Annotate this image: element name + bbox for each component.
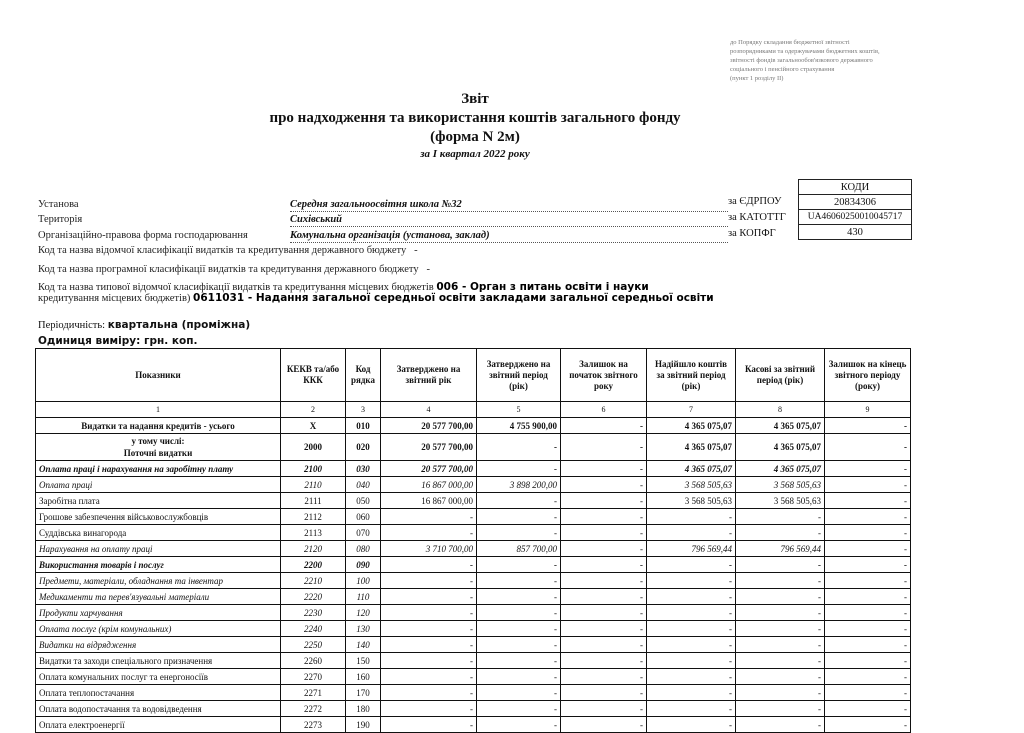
table-cell-name: Медикаменти та перев'язувальні матеріали bbox=[36, 589, 281, 605]
table-cell-c4: 3 710 700,00 bbox=[381, 541, 477, 557]
col-header-balance-start: Залишок на початок звітного року bbox=[561, 349, 647, 402]
table-cell-kekv: 2210 bbox=[281, 573, 346, 589]
table-cell-c7: - bbox=[647, 525, 736, 541]
unit-of-measure bbox=[38, 335, 197, 347]
table-cell-c6: - bbox=[561, 621, 647, 637]
table-cell-code: 170 bbox=[346, 685, 381, 701]
table-cell-c5: - bbox=[477, 589, 561, 605]
table-cell-name: Оплата послуг (крім комунальних) bbox=[36, 621, 281, 637]
table-cell-kekv: 2120 bbox=[281, 541, 346, 557]
table-cell-c9: - bbox=[825, 493, 911, 509]
table-cell-c7: - bbox=[647, 717, 736, 733]
prog-classification bbox=[38, 264, 430, 275]
table-row bbox=[36, 461, 911, 477]
table-cell-c9: - bbox=[825, 717, 911, 733]
table-cell-c7: 3 568 505,63 bbox=[647, 493, 736, 509]
table-cell-code: 180 bbox=[346, 701, 381, 717]
table-cell-code: 090 bbox=[346, 557, 381, 573]
table-cell-c9: - bbox=[825, 525, 911, 541]
table-cell-c9: - bbox=[825, 557, 911, 573]
table-row bbox=[36, 637, 911, 653]
table-cell-kekv: 2230 bbox=[281, 605, 346, 621]
katottg-code: UA46060250010045717 bbox=[799, 210, 912, 225]
table-row bbox=[36, 493, 911, 509]
dept-classification-value: - bbox=[414, 245, 418, 256]
table-cell-c8: - bbox=[736, 701, 825, 717]
typical-classification-value-2: 0611031 - Надання загальної середньої освіти закладами загальної середньої освіти bbox=[193, 292, 714, 304]
katottg-label: за КАТОТТГ bbox=[728, 212, 786, 223]
table-cell-kekv: 2113 bbox=[281, 525, 346, 541]
col-number: 8 bbox=[736, 402, 825, 418]
report-table bbox=[35, 348, 911, 733]
table-cell-c4: 16 867 000,00 bbox=[381, 493, 477, 509]
table-cell-c9: - bbox=[825, 605, 911, 621]
table-cell-c6: - bbox=[561, 717, 647, 733]
table-cell-c6: - bbox=[561, 669, 647, 685]
annotation-line: розпорядниками та одержувачами бюджетних коштів, bbox=[730, 48, 880, 55]
table-cell-c6: - bbox=[561, 637, 647, 653]
table-row bbox=[36, 573, 911, 589]
table-cell-name: Грошове забезпечення військовослужбовців bbox=[36, 509, 281, 525]
table-cell-c7: - bbox=[647, 589, 736, 605]
table-cell-c5: - bbox=[477, 605, 561, 621]
table-cell-c4: - bbox=[381, 685, 477, 701]
title-line-3: (форма N 2м) bbox=[430, 129, 520, 145]
table-cell-c5: - bbox=[477, 493, 561, 509]
table-cell-name: Заробітна плата bbox=[36, 493, 281, 509]
typical-classification-label-2: кредитування місцевих бюджетів) bbox=[38, 293, 191, 304]
table-cell-c5: 4 755 900,00 bbox=[477, 418, 561, 434]
table-cell-code: 010 bbox=[346, 418, 381, 434]
table-cell-c8: - bbox=[736, 589, 825, 605]
table-cell-c8: 4 365 075,07 bbox=[736, 461, 825, 477]
table-cell-c6: - bbox=[561, 509, 647, 525]
table-cell-c4: - bbox=[381, 653, 477, 669]
table-cell-c9: - bbox=[825, 573, 911, 589]
report-title bbox=[240, 90, 710, 161]
table-cell-c8: - bbox=[736, 557, 825, 573]
table-cell-c7: 4 365 075,07 bbox=[647, 418, 736, 434]
table-cell-c4: - bbox=[381, 605, 477, 621]
table-cell-code: 040 bbox=[346, 477, 381, 493]
territory-label: Територія bbox=[38, 214, 83, 225]
table-cell-c6: - bbox=[561, 525, 647, 541]
table-cell-kekv: 2250 bbox=[281, 637, 346, 653]
table-cell-c6: - bbox=[561, 434, 647, 461]
table-cell-kekv: 2272 bbox=[281, 701, 346, 717]
table-cell-c4: - bbox=[381, 573, 477, 589]
codes-header: КОДИ bbox=[799, 180, 912, 195]
unit-label: Одиниця виміру: bbox=[38, 335, 141, 347]
table-cell-c7: 796 569,44 bbox=[647, 541, 736, 557]
table-cell-kekv: 2240 bbox=[281, 621, 346, 637]
table-cell-c7: - bbox=[647, 605, 736, 621]
col-number: 3 bbox=[346, 402, 381, 418]
table-cell-c7: - bbox=[647, 637, 736, 653]
table-row bbox=[36, 509, 911, 525]
table-cell-c9: - bbox=[825, 477, 911, 493]
territory-value: Сихівський bbox=[290, 213, 728, 227]
table-cell-c8: - bbox=[736, 621, 825, 637]
title-line-2: про надходження та використання коштів загального фонду bbox=[269, 110, 681, 126]
table-cell-c4: - bbox=[381, 621, 477, 637]
table-row bbox=[36, 477, 911, 493]
table-cell-c9: - bbox=[825, 653, 911, 669]
table-row bbox=[36, 621, 911, 637]
table-cell-code: 160 bbox=[346, 669, 381, 685]
institution-label: Установа bbox=[38, 199, 79, 210]
table-cell-kekv: 2112 bbox=[281, 509, 346, 525]
table-cell-c9: - bbox=[825, 418, 911, 434]
table-cell-c6: - bbox=[561, 573, 647, 589]
table-cell-c6: - bbox=[561, 493, 647, 509]
table-row bbox=[36, 669, 911, 685]
table-cell-c7: - bbox=[647, 621, 736, 637]
kopfg-label: за КОПФГ bbox=[728, 228, 776, 239]
table-cell-c4: 16 867 000,00 bbox=[381, 477, 477, 493]
table-cell-c7: - bbox=[647, 653, 736, 669]
col-number: 2 bbox=[281, 402, 346, 418]
table-row bbox=[36, 589, 911, 605]
table-cell-code: 050 bbox=[346, 493, 381, 509]
typical-classification-label: Код та назва типової відомчої класифікації видатків та кредитування місцевих бюджетів bbox=[38, 282, 434, 293]
annotation-line: до Порядку складання бюджетної звітності bbox=[730, 39, 850, 46]
table-cell-c4: - bbox=[381, 589, 477, 605]
dept-classification-label: Код та назва відомчої класифікації видатків та кредитування державного бюджету bbox=[38, 245, 407, 256]
table-cell-c4: 20 577 700,00 bbox=[381, 418, 477, 434]
table-cell-c8: 3 568 505,63 bbox=[736, 493, 825, 509]
table-cell-name: Оплата праці bbox=[36, 477, 281, 493]
table-cell-c7: - bbox=[647, 509, 736, 525]
table-cell-c9: - bbox=[825, 434, 911, 461]
table-cell-kekv: 2100 bbox=[281, 461, 346, 477]
table-cell-code: 120 bbox=[346, 605, 381, 621]
table-row bbox=[36, 557, 911, 573]
table-cell-code: 190 bbox=[346, 717, 381, 733]
table-cell-c6: - bbox=[561, 701, 647, 717]
table-cell-c9: - bbox=[825, 509, 911, 525]
table-cell-c6: - bbox=[561, 541, 647, 557]
table-cell-name: Нарахування на оплату праці bbox=[36, 541, 281, 557]
table-cell-name: Видатки та заходи спеціального призначення bbox=[36, 653, 281, 669]
table-cell-name bbox=[36, 434, 281, 461]
table-cell-c9: - bbox=[825, 669, 911, 685]
table-cell-kekv: 2111 bbox=[281, 493, 346, 509]
report-period: за I квартал 2022 року bbox=[420, 148, 530, 160]
col-header-balance-end: Залишок на кінець звітного періоду (року) bbox=[825, 349, 911, 402]
dept-classification bbox=[38, 245, 418, 256]
table-cell-c6: - bbox=[561, 461, 647, 477]
table-cell-c7: 3 568 505,63 bbox=[647, 477, 736, 493]
periodicity-value: квартальна (проміжна) bbox=[107, 319, 251, 331]
col-number: 6 bbox=[561, 402, 647, 418]
table-cell-code: 110 bbox=[346, 589, 381, 605]
table-cell-c8: - bbox=[736, 509, 825, 525]
table-cell-c7: - bbox=[647, 685, 736, 701]
table-cell-c6: - bbox=[561, 653, 647, 669]
table-cell-kekv: 2110 bbox=[281, 477, 346, 493]
table-cell-c4: - bbox=[381, 717, 477, 733]
table-cell-c5: - bbox=[477, 717, 561, 733]
table-cell-c7: - bbox=[647, 557, 736, 573]
typical-classification-cont bbox=[38, 292, 714, 304]
table-cell-c8: 4 365 075,07 bbox=[736, 434, 825, 461]
table-cell-c5: 857 700,00 bbox=[477, 541, 561, 557]
table-cell-c8: - bbox=[736, 669, 825, 685]
table-row bbox=[36, 701, 911, 717]
table-row bbox=[36, 605, 911, 621]
table-cell-c5: - bbox=[477, 637, 561, 653]
table-cell-c5: - bbox=[477, 653, 561, 669]
table-cell-c9: - bbox=[825, 701, 911, 717]
table-cell-c6: - bbox=[561, 418, 647, 434]
table-cell-name: Видатки на відрядження bbox=[36, 637, 281, 653]
prog-classification-value: - bbox=[426, 264, 430, 275]
kopfg-code: 430 bbox=[799, 225, 912, 240]
table-cell-name: Оплата комунальних послуг та енергоносіїв bbox=[36, 669, 281, 685]
col-header-approved-period: Затверджено на звітний період (рік) bbox=[477, 349, 561, 402]
table-cell-c5: - bbox=[477, 669, 561, 685]
table-cell-c8: 796 569,44 bbox=[736, 541, 825, 557]
table-cell-c8: - bbox=[736, 525, 825, 541]
col-number: 5 bbox=[477, 402, 561, 418]
table-cell-c8: 4 365 075,07 bbox=[736, 418, 825, 434]
col-header-received: Надійшло коштів за звітний період (рік) bbox=[647, 349, 736, 402]
codes-table bbox=[798, 179, 912, 240]
institution-value: Середня загальноосвітня школа №32 bbox=[290, 198, 728, 212]
table-row bbox=[36, 418, 911, 434]
table-cell-c4: - bbox=[381, 557, 477, 573]
row-subline: у тому числі: bbox=[131, 436, 185, 446]
table-cell-code: 140 bbox=[346, 637, 381, 653]
table-cell-c8: - bbox=[736, 653, 825, 669]
table-cell-kekv: 2271 bbox=[281, 685, 346, 701]
periodicity-label: Періодичність: bbox=[38, 320, 106, 331]
table-header-row bbox=[36, 349, 911, 402]
table-cell-c8: - bbox=[736, 685, 825, 701]
edrpou-label: за ЄДРПОУ bbox=[728, 196, 782, 207]
table-cell-c5: - bbox=[477, 685, 561, 701]
table-cell-name: Продукти харчування bbox=[36, 605, 281, 621]
table-cell-name: Оплата електроенергії bbox=[36, 717, 281, 733]
annotation-line: соціального і пенсійного страхування bbox=[730, 66, 835, 73]
title-line-1: Звіт bbox=[461, 91, 489, 107]
table-cell-c8: - bbox=[736, 573, 825, 589]
table-cell-c7: 4 365 075,07 bbox=[647, 434, 736, 461]
table-cell-c9: - bbox=[825, 461, 911, 477]
table-cell-kekv: 2273 bbox=[281, 717, 346, 733]
table-cell-c8: - bbox=[736, 717, 825, 733]
table-row bbox=[36, 541, 911, 557]
table-cell-c7: 4 365 075,07 bbox=[647, 461, 736, 477]
table-cell-c6: - bbox=[561, 557, 647, 573]
form-annotation bbox=[730, 38, 920, 83]
org-form-value: Комунальна організація (установа, заклад) bbox=[290, 229, 728, 243]
col-header-kekv: КЕКВ та/або ККК bbox=[281, 349, 346, 402]
typical-classification-value: 006 - Орган з питань освіти і науки bbox=[436, 281, 649, 293]
col-header-indicators: Показники bbox=[36, 349, 281, 402]
table-cell-c9: - bbox=[825, 541, 911, 557]
table-cell-c6: - bbox=[561, 605, 647, 621]
table-cell-c6: - bbox=[561, 685, 647, 701]
table-cell-c5: - bbox=[477, 509, 561, 525]
col-number: 9 bbox=[825, 402, 911, 418]
table-cell-kekv: 2200 bbox=[281, 557, 346, 573]
table-cell-c5: - bbox=[477, 557, 561, 573]
row-mainline: Поточні видатки bbox=[123, 448, 193, 458]
table-cell-code: 080 bbox=[346, 541, 381, 557]
table-cell-code: 070 bbox=[346, 525, 381, 541]
col-header-approved-year: Затверджено на звітний рік bbox=[381, 349, 477, 402]
table-cell-name: Оплата водопостачання та водовідведення bbox=[36, 701, 281, 717]
table-cell-code: 030 bbox=[346, 461, 381, 477]
table-cell-kekv: X bbox=[281, 418, 346, 434]
periodicity bbox=[38, 319, 250, 331]
table-row bbox=[36, 717, 911, 733]
table-row bbox=[36, 434, 911, 461]
col-number: 4 bbox=[381, 402, 477, 418]
table-row bbox=[36, 685, 911, 701]
table-cell-code: 130 bbox=[346, 621, 381, 637]
annotation-line: звітності фондів загальнообов'язкового державного bbox=[730, 57, 873, 64]
table-cell-c8: 3 568 505,63 bbox=[736, 477, 825, 493]
prog-classification-label: Код та назва програмної класифікації видатків та кредитування державного бюджету bbox=[38, 264, 419, 275]
table-cell-c4: 20 577 700,00 bbox=[381, 461, 477, 477]
table-cell-c5: - bbox=[477, 461, 561, 477]
table-cell-name: Оплата праці і нарахування на заробітну плату bbox=[36, 461, 281, 477]
table-cell-name: Оплата теплопостачання bbox=[36, 685, 281, 701]
table-cell-code: 150 bbox=[346, 653, 381, 669]
table-row bbox=[36, 653, 911, 669]
table-cell-c4: 20 577 700,00 bbox=[381, 434, 477, 461]
table-cell-c5: - bbox=[477, 621, 561, 637]
table-cell-c9: - bbox=[825, 685, 911, 701]
table-row bbox=[36, 525, 911, 541]
col-header-cash: Касові за звітний період (рік) bbox=[736, 349, 825, 402]
annotation-line: (пункт 1 розділу II) bbox=[730, 75, 784, 82]
col-header-row-code: Код рядка bbox=[346, 349, 381, 402]
table-cell-kekv: 2000 bbox=[281, 434, 346, 461]
table-cell-c8: - bbox=[736, 637, 825, 653]
table-cell-c4: - bbox=[381, 525, 477, 541]
table-cell-name: Видатки та надання кредитів - усього bbox=[36, 418, 281, 434]
table-cell-kekv: 2260 bbox=[281, 653, 346, 669]
table-cell-c5: - bbox=[477, 573, 561, 589]
table-cell-c5: - bbox=[477, 701, 561, 717]
table-cell-code: 100 bbox=[346, 573, 381, 589]
table-cell-c5: 3 898 200,00 bbox=[477, 477, 561, 493]
col-number: 1 bbox=[36, 402, 281, 418]
table-cell-c9: - bbox=[825, 637, 911, 653]
table-cell-c5: - bbox=[477, 525, 561, 541]
table-cell-c7: - bbox=[647, 701, 736, 717]
table-cell-c7: - bbox=[647, 573, 736, 589]
table-cell-c9: - bbox=[825, 589, 911, 605]
table-cell-name: Предмети, матеріали, обладнання та інвентар bbox=[36, 573, 281, 589]
unit-value: грн. коп. bbox=[143, 335, 198, 347]
table-cell-name: Використання товарів і послуг bbox=[36, 557, 281, 573]
edrpou-code: 20834306 bbox=[799, 195, 912, 210]
table-cell-c5: - bbox=[477, 434, 561, 461]
table-cell-c6: - bbox=[561, 589, 647, 605]
table-cell-c6: - bbox=[561, 477, 647, 493]
org-form-label: Організаційно-правова форма господарювання bbox=[38, 230, 248, 241]
table-cell-code: 020 bbox=[346, 434, 381, 461]
table-cell-c4: - bbox=[381, 669, 477, 685]
table-cell-c4: - bbox=[381, 509, 477, 525]
table-cell-c4: - bbox=[381, 701, 477, 717]
table-cell-c4: - bbox=[381, 637, 477, 653]
table-cell-code: 060 bbox=[346, 509, 381, 525]
table-cell-c8: - bbox=[736, 605, 825, 621]
table-cell-c9: - bbox=[825, 621, 911, 637]
column-numbers-row bbox=[36, 402, 911, 418]
table-cell-c7: - bbox=[647, 669, 736, 685]
table-cell-kekv: 2220 bbox=[281, 589, 346, 605]
col-number: 7 bbox=[647, 402, 736, 418]
table-cell-name: Суддівська винагорода bbox=[36, 525, 281, 541]
table-cell-kekv: 2270 bbox=[281, 669, 346, 685]
